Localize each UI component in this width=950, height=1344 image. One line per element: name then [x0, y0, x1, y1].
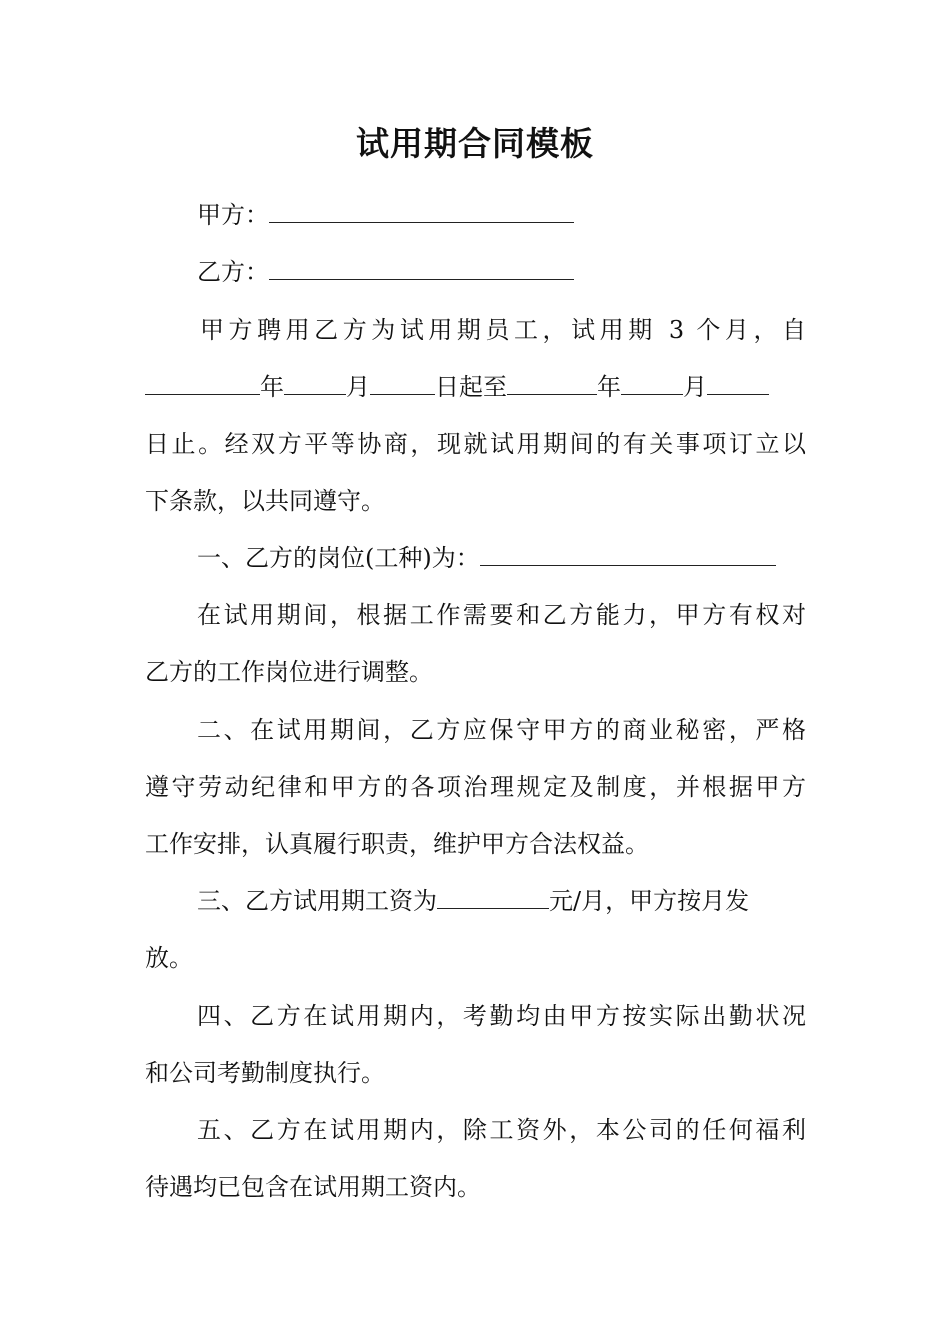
end-day-blank — [707, 372, 769, 395]
clause-1-position-label: 一、乙方的岗位(工种)为： — [197, 544, 480, 572]
clause-3-salary-unit: 元/月，甲方按月发 — [549, 887, 750, 915]
clause-2-line-3: 工作安排，认真履行职责，维护甲方合法权益。 — [145, 830, 649, 858]
salary-blank — [437, 886, 549, 909]
party-a-blank — [269, 200, 574, 223]
party-a-label: 甲方： — [197, 201, 269, 229]
intro-line-3: 日止。经双方平等协商，现就试用期间的有关事项订立以 — [145, 430, 806, 458]
clause-5-line-2: 待遇均已包含在试用期工资内。 — [145, 1173, 481, 1201]
end-month-blank — [621, 372, 683, 395]
party-b-line — [197, 255, 574, 289]
day-from-label: 日起至 — [435, 373, 507, 401]
month-label: 月 — [346, 373, 370, 401]
party-a-line — [197, 198, 574, 232]
clause-3-salary-label: 三、乙方试用期工资为 — [197, 887, 437, 915]
start-year-blank — [145, 372, 260, 395]
clause-2-line-2: 遵守劳动纪律和甲方的各项治理规定及制度，并根据甲方 — [145, 773, 806, 801]
party-b-label: 乙方： — [197, 258, 269, 286]
start-day-blank — [370, 372, 435, 395]
year-label: 年 — [260, 373, 284, 401]
clause-3-line-1 — [197, 884, 749, 918]
clause-4-line-1: 四、乙方在试用期内，考勤均由甲方按实际出勤状况 — [197, 1002, 806, 1030]
clause-1-line-1 — [197, 541, 776, 575]
year-label: 年 — [597, 373, 621, 401]
intro-line-4: 下条款，以共同遵守。 — [145, 487, 385, 515]
clause-2-line-1: 二、在试用期间，乙方应保守甲方的商业秘密，严格 — [197, 716, 806, 744]
start-month-blank — [284, 372, 346, 395]
end-year-blank — [507, 372, 597, 395]
position-blank — [480, 543, 776, 566]
document-title: 试用期合同模板 — [356, 124, 594, 163]
clause-4-line-2: 和公司考勤制度执行。 — [145, 1059, 385, 1087]
clause-1-line-3: 乙方的工作岗位进行调整。 — [145, 658, 433, 686]
intro-line-2 — [145, 370, 769, 404]
clause-1-line-2: 在试用期间，根据工作需要和乙方能力，甲方有权对 — [197, 601, 806, 629]
month-label: 月 — [683, 373, 707, 401]
intro-line-1: 甲方聘用乙方为试用期员工，试用期 3 个月，自 — [200, 316, 806, 344]
clause-3-line-2: 放。 — [145, 944, 193, 972]
party-b-blank — [269, 257, 574, 280]
clause-5-line-1: 五、乙方在试用期内，除工资外，本公司的任何福利 — [197, 1116, 806, 1144]
